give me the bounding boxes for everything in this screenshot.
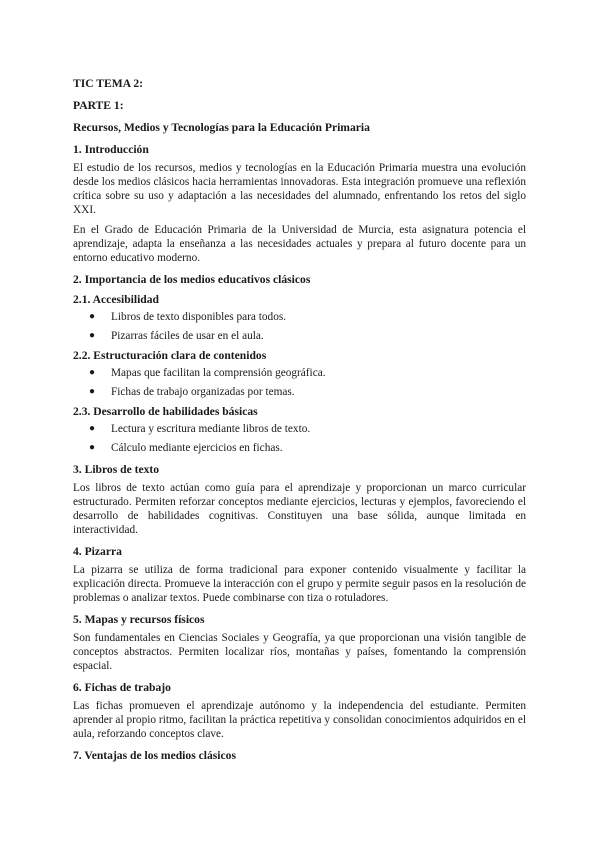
list-item: [73, 329, 526, 343]
list-item-text: Pizarras fáciles de usar en el aula.: [111, 330, 264, 342]
section-heading-introduccion: 1. Introducción: [73, 143, 149, 156]
bullet-list: [73, 310, 526, 343]
document-title: Recursos, Medios y Tecnologías para la Educación Primaria: [73, 121, 370, 134]
bullet-icon: ●: [89, 330, 96, 341]
bullet-list: [73, 366, 526, 399]
section-heading-mapas: 5. Mapas y recursos físicos: [73, 613, 205, 626]
list-item-text: Libros de texto disponibles para todos.: [111, 311, 287, 323]
paragraph: La pizarra se utiliza de forma tradicional para exponer contenido visualmente y facilitar la explicación directa. Promueve la interacción con el grupo y permite seguir pasos en la resolución de problemas o analizar textos. Puede combinarse con tiza o rotuladores.: [73, 564, 526, 604]
section-heading-importancia: 2. Importancia de los medios educativos clásicos: [73, 273, 311, 286]
bullet-icon: ●: [89, 367, 96, 378]
list-item: [73, 366, 526, 380]
list-item: [73, 422, 526, 436]
list-item: [73, 385, 526, 399]
paragraph: En el Grado de Educación Primaria de la Universidad de Murcia, esta asignatura potencia el aprendizaje, adapta la enseñanza a las necesidades actuales y prepara al futuro docente para un entorno educativo moderno.: [73, 224, 526, 264]
tema-heading: TIC TEMA 2:: [73, 77, 144, 90]
list-item: [73, 441, 526, 455]
paragraph: Las fichas promueven el aprendizaje autónomo y la independencia del estudiante. Permiten aprender al propio ritmo, facilitan la práctica repetitiva y consolidan conocimientos adquiridos en el aula, reforzando conceptos clave.: [73, 700, 526, 740]
subsection-heading-habilidades: 2.3. Desarrollo de habilidades básicas: [73, 405, 258, 418]
list-item-text: Mapas que facilitan la comprensión geográfica.: [111, 367, 326, 379]
section-heading-fichas: 6. Fichas de trabajo: [73, 681, 171, 694]
list-item-text: Cálculo mediante ejercicios en fichas.: [111, 442, 283, 454]
paragraph: El estudio de los recursos, medios y tecnologías en la Educación Primaria muestra una evolución desde los medios clásicos hacia herramientas innovadoras. Esta integración promueve una reflexión crítica sobre su uso y adaptación a las necesidades del alumnado, enfrentando los retos del siglo XXI.: [73, 162, 526, 216]
parte-heading: PARTE 1:: [73, 99, 124, 112]
list-item: [73, 310, 526, 324]
bullet-icon: ●: [89, 386, 96, 397]
section-heading-ventajas: 7. Ventajas de los medios clásicos: [73, 749, 236, 762]
list-item-text: Fichas de trabajo organizadas por temas.: [111, 386, 295, 398]
document-page: [73, 77, 526, 763]
section-heading-pizarra: 4. Pizarra: [73, 545, 122, 558]
list-item-text: Lectura y escritura mediante libros de texto.: [111, 423, 311, 435]
bullet-icon: ●: [89, 311, 96, 322]
bullet-list: [73, 422, 526, 455]
section-heading-libros: 3. Libros de texto: [73, 463, 160, 476]
subsection-heading-estructuracion: 2.2. Estructuración clara de contenidos: [73, 349, 267, 362]
subsection-heading-accesibilidad: 2.1. Accesibilidad: [73, 293, 159, 306]
bullet-icon: ●: [89, 423, 96, 434]
paragraph: Son fundamentales en Ciencias Sociales y Geografía, ya que proporcionan una visión tangible de conceptos abstractos. Permiten localizar ríos, montañas y países, fomentando la comprensión espacial.: [73, 632, 526, 672]
bullet-icon: ●: [89, 442, 96, 453]
paragraph: Los libros de texto actúan como guía para el aprendizaje y proporcionan un marco curricular estructurado. Permiten reforzar conceptos mediante ejercicios, lecturas y ejemplos, favoreciendo el desarrollo de habilidades cognitivas. Constituyen una base sólida, aunque limitada en interactividad.: [73, 482, 526, 536]
